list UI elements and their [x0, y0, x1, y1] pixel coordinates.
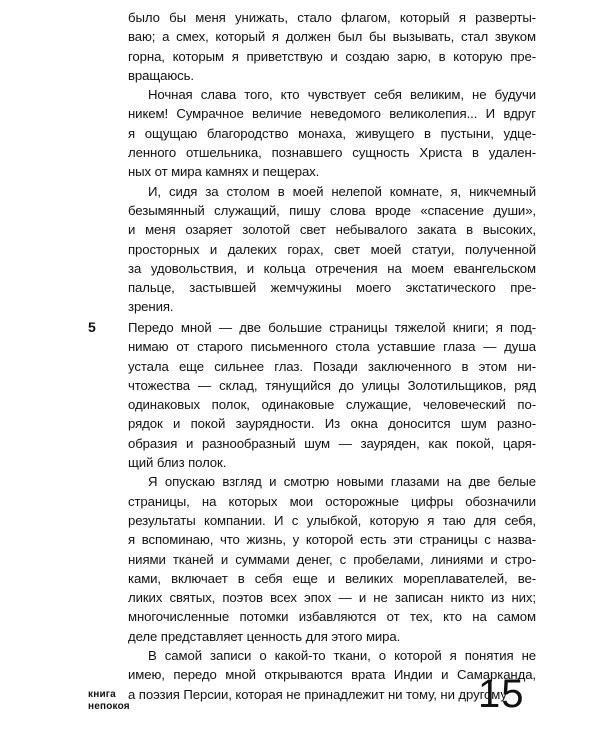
paragraph: [128, 182, 536, 317]
text-line: было бы меня унижать, стало флагом, который я разверты-: [128, 10, 536, 25]
paragraph: [128, 472, 536, 646]
section-number: 5: [88, 319, 96, 335]
text-line: И, сидя за столом в моей нелепой комнате, я, никчемный: [148, 183, 536, 199]
paragraph: [128, 646, 536, 704]
text-line: рядок и покой заурядности. Из окна доносится шум разно-: [128, 416, 536, 432]
text-line: ками, включает в себя еще и великих мореплавателей, ве-: [128, 570, 536, 586]
text-line: деле представляет ценность для этого мира.: [128, 628, 401, 644]
text-line: ваю; а смех, который я должен был бы вызывать, стал звуком: [128, 29, 536, 45]
book-title-line-2: непокоя: [88, 701, 130, 712]
text-line: страницы, на которых мои осторожные цифры обозначили: [128, 493, 536, 509]
text-line: Я опускаю взгляд и смотрю новыми глазами на две белые: [148, 474, 536, 490]
text-line: Передо мной — две большие страницы тяжелой книги; я под-: [128, 320, 536, 335]
text-line: многочисленные потомки избавляются от тех, кто на самом: [128, 609, 536, 625]
paragraph: [128, 85, 536, 181]
text-line: щий близ полок.: [128, 455, 227, 471]
page-number: 15: [478, 672, 525, 716]
text-line: нимаю от старого письменного стола уставшие глаза — душа: [128, 339, 536, 355]
text-line: пальце, застывшей жемчужины моего экстатического пре-: [128, 280, 536, 296]
text-line: я ощущаю благородство монаха, живущего в пустыни, удце-: [128, 125, 536, 141]
text-line: устала еще сильнее глаз. Позади заключенного в этом ни-: [128, 358, 536, 374]
text-line: горна, которым я приветствую и создаю зарю, в которую пре-: [128, 48, 536, 64]
text-line: за удовольствия, и кольца отречения на моем евангельском: [128, 260, 536, 276]
text-line: вращаюсь.: [128, 67, 194, 83]
text-line: я вспоминаю, что жизнь, у которой есть эти страницы с назва-: [128, 532, 536, 548]
text-section-2: [128, 318, 536, 704]
text-line: В самой записи о какой-то ткани, о которой я понятия не: [148, 648, 536, 664]
paragraph: [128, 318, 536, 472]
text-line: просторных и далеких горах, свет моей статуи, полученной: [128, 241, 536, 257]
text-line: ленного отшельника, познавшего сущность Христа в удален-: [128, 145, 536, 161]
text-line: никем! Сумрачное величие неведомого великолепия... И вдруг: [128, 106, 536, 122]
text-line: образия и разнообразный шум — зауряден, как покой, царя-: [128, 435, 536, 451]
text-line: безымянный служащий, пишу слова вроде «спасение души»,: [128, 202, 536, 218]
running-book-title: [88, 689, 130, 713]
text-line: ниями тканей и суммами денег, с пробелами, линиями и стро-: [128, 551, 536, 567]
text-line: имею, передо мной открываются врата Индии и Самарканда,: [128, 667, 536, 683]
text-line: одинаковых полок, одинаковые служащие, человеческий по-: [128, 397, 536, 413]
text-line: и меня озаряет золотой свет небывалого заката в высоких,: [128, 222, 536, 238]
text-line: Ночная слава того, кто чувствует себя великим, не будучи: [148, 87, 536, 103]
text-line: результаты компании. И с улыбкой, которую я таю для себя,: [128, 512, 536, 528]
text-line: а поэзия Персии, которая не принадлежит ни тому, ни другому: [128, 686, 507, 702]
book-title-line-1: книга: [88, 689, 116, 700]
text-section-1: [128, 8, 536, 317]
text-line: чтожества — склад, тянущийся до улицы Золотильщиков, ряд: [128, 377, 536, 393]
text-line: ликих святых, поэтов всех эпох — и не записан никто из них;: [128, 590, 536, 606]
text-line: зрения.: [128, 299, 174, 315]
paragraph: [128, 8, 536, 85]
text-line: ных от мира камнях и пещерах.: [128, 164, 320, 180]
